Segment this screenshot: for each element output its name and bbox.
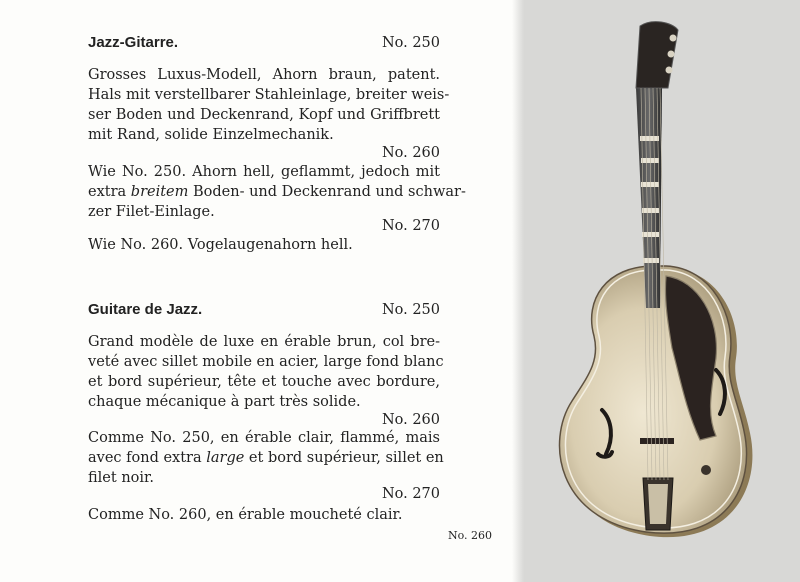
text-run: extra [88,184,131,200]
french-number-250: No. 250 [381,302,440,318]
text-run: et bord supérieur, sillet en [244,450,444,466]
german-desc-250-line: Grosses Luxus-Modell, Ahorn braun, patent. [88,67,440,83]
german-desc-260-line: Wie No. 250. Ahorn hell, geflammt, jedoch mit [88,164,440,180]
german-desc-250-line: Hals mit verstellbarer Stahleinlage, breiter weis- [88,87,450,103]
text-run: avec fond extra [88,450,207,466]
french-desc-250-line: Grand modèle de luxe en érable brun, col bre- [88,334,440,350]
french-desc-270: Comme No. 260, en érable moucheté clair. [88,507,403,523]
guitar-bridge [640,438,674,444]
french-desc-260-line [88,448,444,469]
french-desc-260-line: Comme No. 250, en érable clair, flammé, mais [88,430,440,446]
german-desc-250-line: mit Rand, solide Einzelmechanik. [88,127,334,143]
control-knob [701,465,711,475]
french-number-260: No. 260 [381,412,440,428]
emphasis-text: large [206,450,245,466]
french-title: Guitare de Jazz. [88,301,203,318]
german-desc-270: Wie No. 260. Vogelaugenahorn hell. [88,237,353,253]
french-desc-250-line: veté avec sillet mobile en acier, large fond blanc [88,354,444,370]
german-number-250: No. 250 [381,35,440,51]
guitar-photo [540,18,780,563]
french-desc-250-line: chaque mécanique à part très solide. [88,394,361,410]
german-desc-260-line: zer Filet-Einlage. [88,204,215,220]
french-desc-260-line: filet noir. [88,470,154,486]
german-title: Jazz-Gitarre. [88,34,179,51]
german-desc-250-line: ser Boden und Deckenrand, Kopf und Griffbrett [88,107,440,123]
french-number-270: No. 270 [381,486,440,502]
german-number-260: No. 260 [381,145,440,161]
page-gutter [512,0,524,582]
german-desc-260-line [88,182,466,203]
german-number-270: No. 270 [381,218,440,234]
emphasis-text: breitem [130,184,189,200]
photo-caption: No. 260 [448,529,493,542]
text-run: Boden- und Deckenrand und schwar- [188,184,466,200]
french-desc-250-line: et bord supérieur, tête et touche avec bordure, [88,374,440,390]
